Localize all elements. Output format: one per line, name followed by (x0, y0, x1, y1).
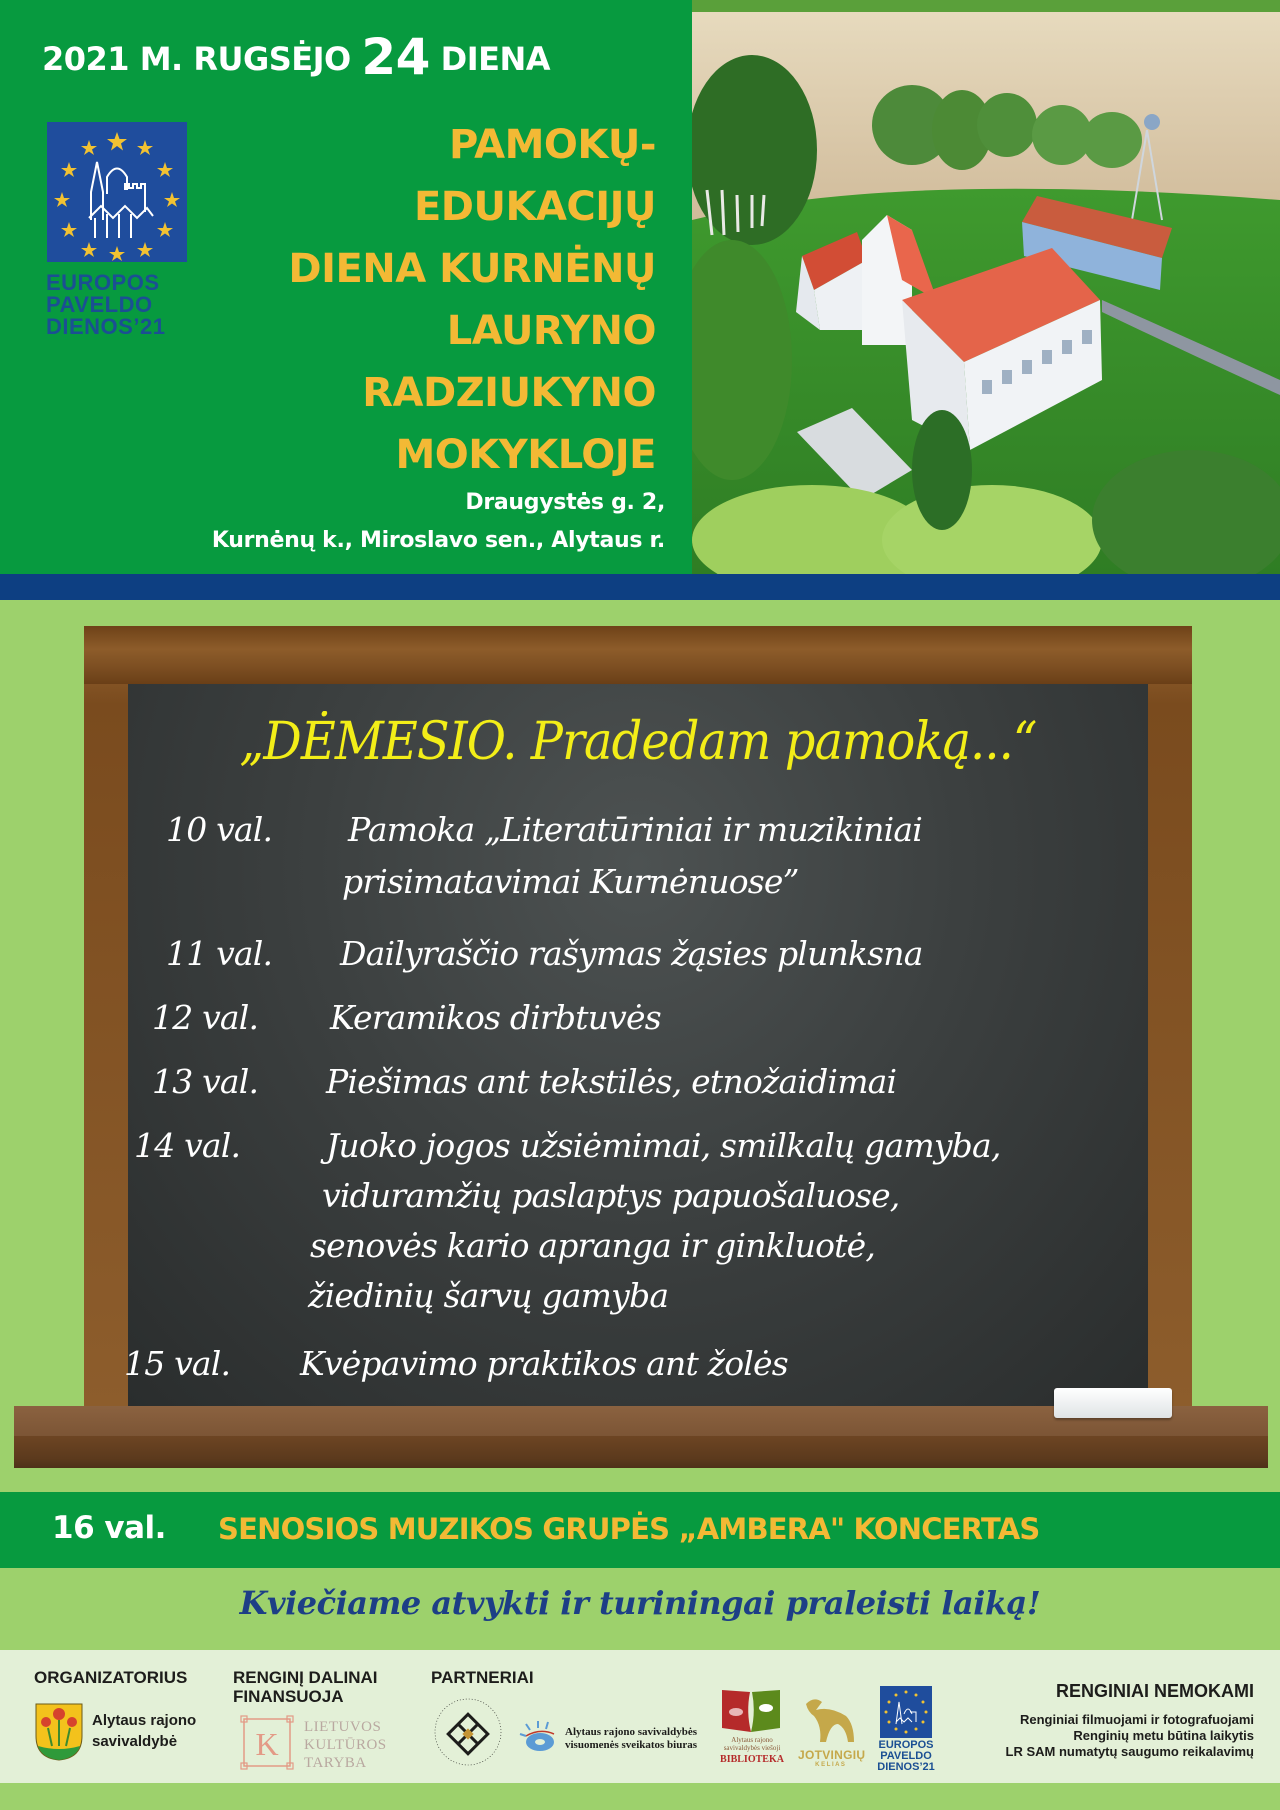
header-green-panel (0, 0, 692, 574)
partners-heading: PARTNERIAI (431, 1668, 534, 1687)
event-address: Draugystės g. 2, Kurnėnų k., Miroslavo sen., Alytaus r. (211, 490, 665, 553)
alytus-coat-of-arms-icon (34, 1702, 84, 1762)
jotvingiu-name: JOTVINGIŲ (798, 1748, 866, 1762)
schedule-text: Keramikos dirbtuvės (330, 998, 661, 1037)
chalk-eraser-icon (1054, 1388, 1172, 1418)
schedule-text: Pamoka „Literatūriniai ir muzikiniai (348, 810, 922, 849)
school-aerial-photo (692, 0, 1280, 574)
schedule-time: 11 val. (166, 934, 273, 973)
schedule-text: senovės kario apranga ir ginkluotė, (310, 1226, 876, 1265)
schedule-text: Juoko jogos užsiėmimai, smilkalų gamyba, (326, 1126, 1001, 1165)
chalkboard-title: „DĖMESIO. Pradedam pamoką...“ (239, 712, 1037, 772)
school-building-image (692, 0, 1280, 574)
schedule-text: Dailyraščio rašymas žąsies plunksna (340, 934, 923, 973)
svg-text:K: K (255, 1726, 279, 1762)
header (0, 0, 1280, 574)
invitation-text: Kviečiame atvykti ir turiningai praleisti laiką! (239, 1584, 1041, 1622)
schedule-time: 12 val. (152, 998, 259, 1037)
library-book-icon (720, 1688, 782, 1734)
health-bureau-logo-icon (516, 1720, 558, 1752)
event-notes: RENGINIAI NEMOKAMI Renginiai filmuojami ir fotografuojami Renginių metu būtina laikytis LR SAM numatytų saugumo reikalavimų (954, 1680, 1254, 1760)
health-bureau-name: Alytaus rajono savivaldybės visuomenės sveikatos biuras (565, 1726, 698, 1751)
heritage-stars-icon (47, 122, 187, 262)
library-name: BIBLIOTEKA (720, 1754, 784, 1765)
schedule-time: 15 val. (124, 1344, 231, 1383)
culture-council-name: LIETUVOS KULTŪROS TARYBA (304, 1719, 387, 1771)
culture-council-k-icon (240, 1715, 294, 1770)
ehd-small-logo-icon (880, 1686, 932, 1738)
chalkboard-ledge-front (14, 1436, 1268, 1468)
funding-heading: RENGINĮ DALINAI FINANSUOJA (233, 1668, 378, 1706)
footer-sponsors (0, 1650, 1280, 1783)
culture-center-logo-icon (432, 1696, 504, 1768)
chalkboard-top-rail (84, 626, 1192, 684)
event-title: PAMOKŲ- EDUKACIJŲ DIENA KURNĖNŲ LAURYNO RADZIUKYNO MOKYKLOJE (288, 122, 656, 478)
schedule-text: prisimatavimai Kurnėnuose” (342, 862, 799, 901)
schedule-time: 10 val. (166, 810, 273, 849)
schedule-text: žiedinių šarvų gamyba (308, 1276, 669, 1315)
schedule-time: 13 val. (152, 1062, 259, 1101)
event-date (42, 28, 672, 86)
jotvingiu-horse-icon (800, 1694, 860, 1744)
schedule-text: Piešimas ant tekstilės, etnožaidimai (326, 1062, 897, 1101)
organizer-name: Alytaus rajono savivaldybė (92, 1712, 197, 1750)
organizer-heading: ORGANIZATORIUS (34, 1668, 188, 1687)
schedule-text: Kvėpavimo praktikos ant žolės (300, 1344, 788, 1383)
european-heritage-days-logo (47, 122, 187, 262)
european-heritage-days-text: EUROPOS PAVELDO DIENOS’21 (46, 270, 166, 339)
concert-title: SENOSIOS MUZIKOS GRUPĖS „AMBERA" KONCERTAS (218, 1512, 1040, 1546)
date-day: 24 (361, 28, 430, 86)
schedule-time: 14 val. (134, 1126, 241, 1165)
date-prefix: 2021 M. RUGSĖJO (42, 40, 351, 78)
jotvingiu-subtitle: K E L I A S (815, 1762, 845, 1768)
library-subtitle: Alytaus rajono savivaldybės viešoji (723, 1736, 781, 1752)
concert-time: 16 val. (52, 1510, 166, 1546)
blue-divider-stripe (0, 574, 1280, 600)
concert-banner (0, 1492, 1280, 1568)
schedule-text: viduramžių paslaptys papuošaluose, (322, 1176, 900, 1215)
ehd-small-text: EUROPOS PAVELDO DIENOS’21 (877, 1739, 935, 1773)
date-suffix: DIENA (440, 40, 550, 78)
free-events-heading: RENGINIAI NEMOKAMI (1056, 1681, 1254, 1701)
